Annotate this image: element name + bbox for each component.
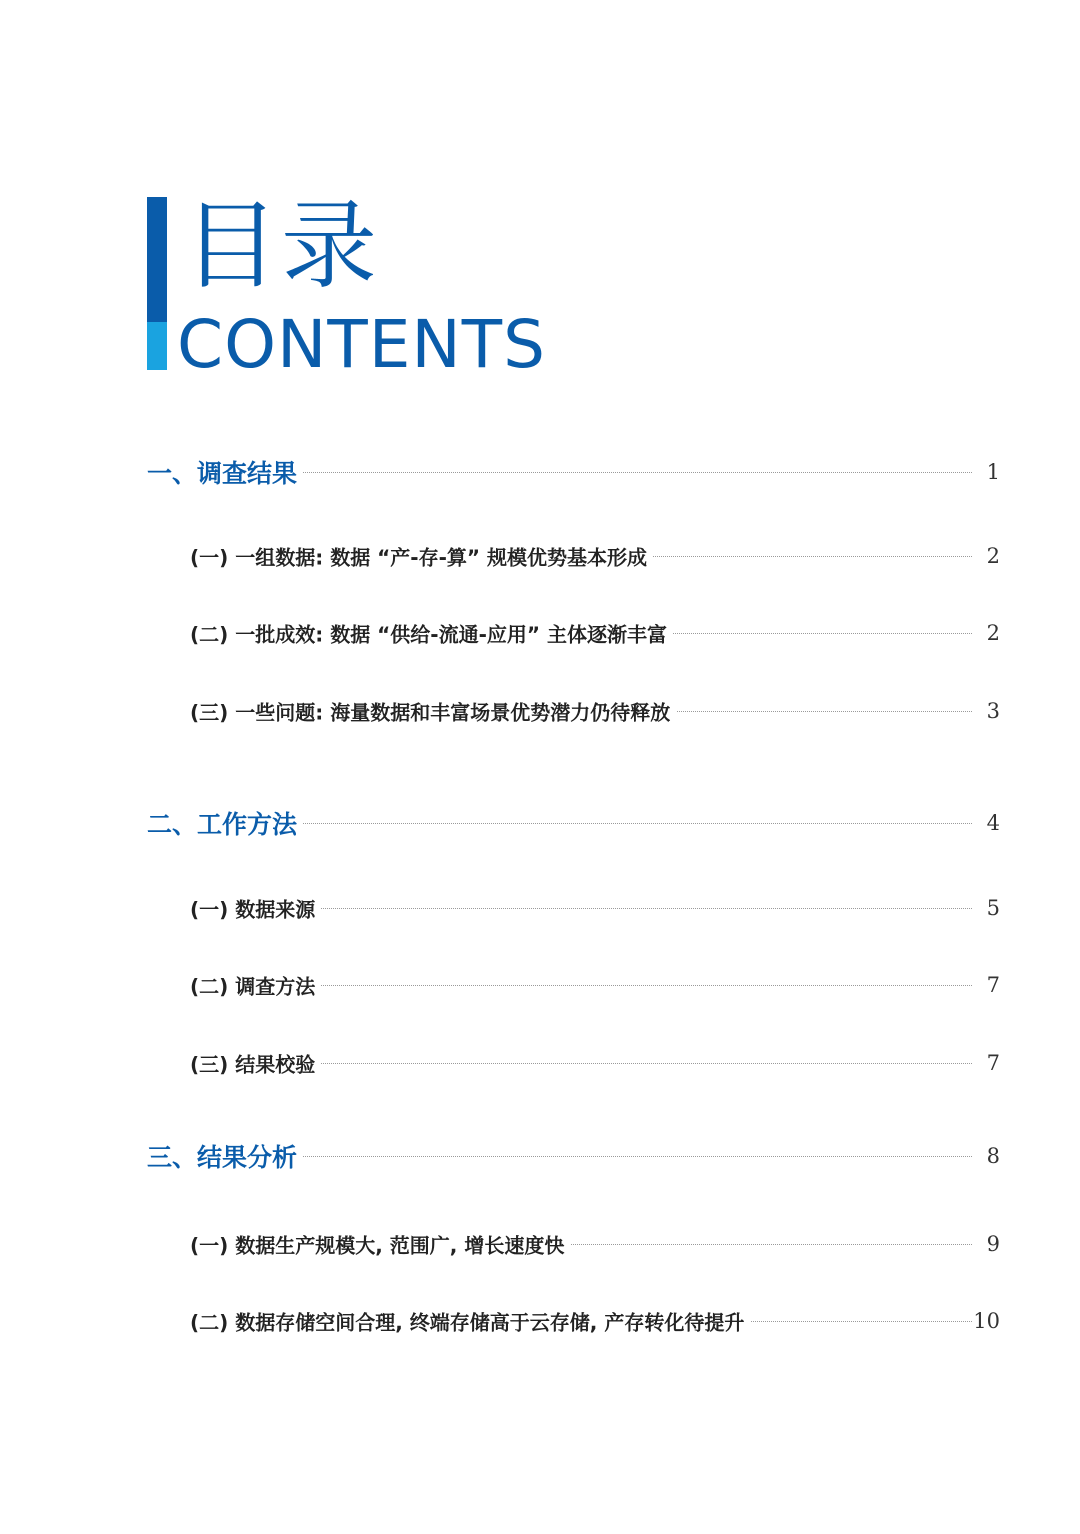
toc-entry-section[interactable]	[0, 888, 1080, 928]
toc-entry-chapter[interactable]	[0, 803, 1080, 843]
page-title: 目录	[183, 190, 379, 302]
toc-page-number: 4	[986, 811, 1000, 835]
toc-entry-label: (二) 调查方法	[190, 971, 321, 1000]
title-accent-bar-light	[147, 322, 167, 370]
title-accent-bar	[147, 197, 167, 322]
toc-entry-section[interactable]	[0, 1224, 1080, 1264]
toc-entry-chapter[interactable]	[0, 452, 1080, 492]
toc-entry-section[interactable]	[0, 691, 1080, 731]
toc-entry-label: (二) 一批成效: 数据 “供给-流通-应用” 主体逐渐丰富	[190, 619, 673, 648]
toc-page-number: 9	[986, 1232, 1000, 1256]
toc-entry-label: (三) 一些问题: 海量数据和丰富场景优势潜力仍待释放	[190, 697, 676, 726]
toc-entry-label: (一) 数据来源	[190, 894, 321, 923]
toc-page-number: 2	[986, 621, 1000, 645]
toc-page-number: 1	[986, 460, 1000, 484]
toc-page-number: 7	[986, 973, 1000, 997]
toc-page-number: 8	[986, 1144, 1000, 1168]
toc-entry-section[interactable]	[0, 536, 1080, 576]
toc-page-number: 10	[973, 1309, 1000, 1333]
toc-entry-section[interactable]	[0, 1043, 1080, 1083]
toc-entry-label: (一) 数据生产规模大, 范围广, 增长速度快	[190, 1230, 570, 1259]
toc-entry-section[interactable]	[0, 965, 1080, 1005]
toc-entry-label: 三、结果分析	[147, 1138, 303, 1174]
toc-entry-chapter[interactable]	[0, 1136, 1080, 1176]
toc-page-number: 5	[986, 896, 1000, 920]
toc-page-number: 7	[986, 1051, 1000, 1075]
toc-entry-label: 一、调查结果	[147, 454, 303, 490]
page-subtitle: CONTENTS	[177, 306, 547, 383]
toc-entry-label: (三) 结果校验	[190, 1049, 321, 1078]
toc-page-number: 2	[986, 544, 1000, 568]
toc-entry-label: (二) 数据存储空间合理, 终端存储高于云存储, 产存转化待提升	[190, 1307, 750, 1336]
toc-page-number: 3	[986, 699, 1000, 723]
toc-entry-label: 二、工作方法	[147, 805, 303, 841]
toc-entry-section[interactable]	[0, 1301, 1080, 1341]
toc-entry-section[interactable]	[0, 613, 1080, 653]
toc-entry-label: (一) 一组数据: 数据 “产-存-算” 规模优势基本形成	[190, 542, 653, 571]
